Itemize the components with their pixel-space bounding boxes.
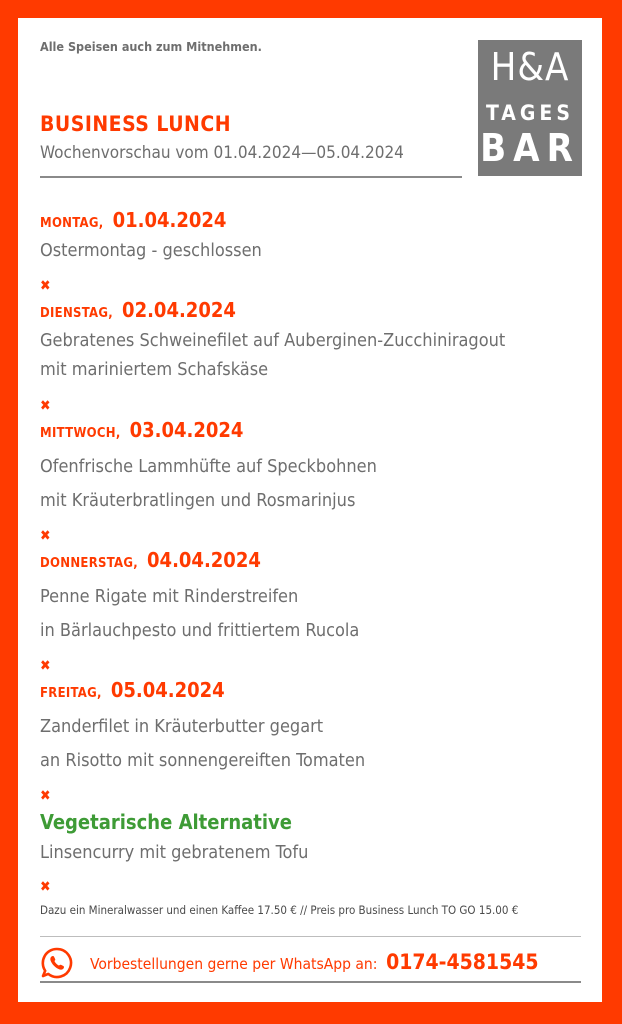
- logo-line-3: BAR: [480, 126, 580, 170]
- separator-icon: ✖: [40, 528, 51, 544]
- vegetarian-dish: Linsencurry mit gebratenem Tofu: [40, 842, 309, 863]
- takeaway-note: Alle Speisen auch zum Mitnehmen.: [40, 39, 262, 54]
- dish-line: Zanderfilet in Kräuterbutter gegart: [40, 716, 324, 737]
- separator-icon: ✖: [40, 398, 51, 414]
- order-line: [90, 950, 539, 974]
- day-date: 02.04.2024: [122, 298, 236, 322]
- day-date: 04.04.2024: [147, 548, 261, 572]
- day-heading-wednesday: [40, 418, 243, 442]
- day-name: MONTAG,: [40, 216, 104, 231]
- order-text: Vorbestellungen gerne per WhatsApp an:: [90, 955, 378, 973]
- logo: [478, 40, 582, 176]
- dish-line: Ofenfrische Lammhüfte auf Speckbohnen: [40, 456, 377, 477]
- phone-number[interactable]: 0174-4581545: [386, 950, 539, 974]
- day-date: 01.04.2024: [112, 208, 227, 232]
- day-heading-tuesday: [40, 298, 236, 322]
- whatsapp-icon[interactable]: [40, 946, 74, 980]
- separator-icon: ✖: [40, 879, 51, 895]
- week-range: Wochenvorschau vom 01.04.2024—05.04.2024: [40, 143, 404, 163]
- day-name: DIENSTAG,: [40, 306, 114, 321]
- dish-line: in Bärlauchpesto und frittiertem Rucola: [40, 620, 360, 641]
- separator-icon: ✖: [40, 788, 51, 804]
- day-name: DONNERSTAG,: [40, 556, 139, 571]
- day-date: 03.04.2024: [129, 418, 244, 442]
- dish-line: Gebratenes Schweinefilet auf Auberginen-Zucchiniragout: [40, 330, 506, 351]
- dish-line: an Risotto mit sonnengereiften Tomaten: [40, 750, 366, 771]
- day-name: FREITAG,: [40, 686, 102, 701]
- bottom-divider: [40, 981, 581, 983]
- menu-card: [18, 18, 602, 1002]
- dish-line: mit Kräuterbratlingen und Rosmarinjus: [40, 490, 356, 511]
- day-heading-friday: [40, 678, 225, 702]
- footer-divider: [40, 936, 581, 937]
- logo-line-2: TAGES: [486, 101, 574, 125]
- page-title: BUSINESS LUNCH: [40, 112, 232, 136]
- vegetarian-heading: Vegetarische Alternative: [40, 810, 292, 834]
- day-heading-monday: [40, 208, 226, 232]
- separator-icon: ✖: [40, 278, 51, 294]
- header-divider: [40, 176, 462, 178]
- dish-line: Ostermontag - geschlossen: [40, 240, 262, 261]
- logo-line-1: H&A: [490, 45, 570, 89]
- separator-icon: ✖: [40, 658, 51, 674]
- dish-line: mit mariniertem Schafskäse: [40, 359, 269, 380]
- price-note: Dazu ein Mineralwasser und einen Kaffee 17.50 € // Preis pro Business Lunch TO GO 15.00 €: [40, 903, 519, 917]
- day-heading-thursday: [40, 548, 261, 572]
- day-date: 05.04.2024: [110, 678, 225, 702]
- day-name: MITTWOCH,: [40, 426, 121, 441]
- dish-line: Penne Rigate mit Rinderstreifen: [40, 586, 299, 607]
